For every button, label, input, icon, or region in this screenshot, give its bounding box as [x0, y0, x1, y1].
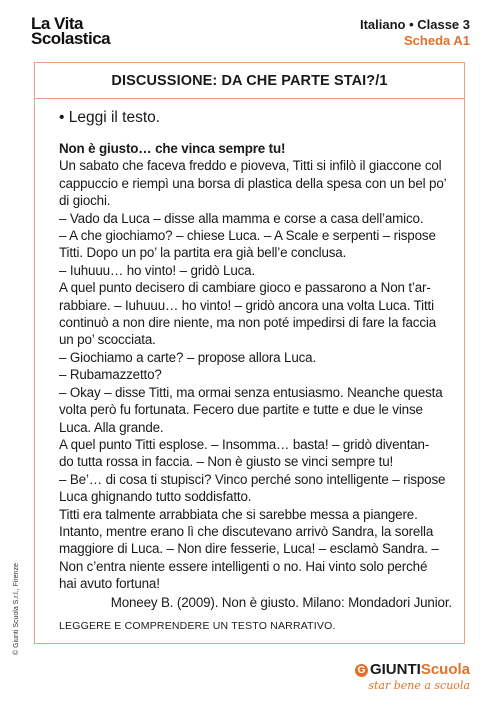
- title-divider: [35, 98, 464, 99]
- story-title: Non è giusto… che vinca sempre tu!: [59, 141, 286, 156]
- story-line: Luca. Alla grande.: [59, 419, 164, 435]
- publisher-brand: [355, 662, 470, 692]
- story-line: Intanto, mentre erano lì che discutevano arrivò Sandra, la sorella: [59, 523, 434, 539]
- logo-line1: La Vita: [31, 14, 83, 33]
- story-body: [59, 157, 454, 592]
- story-line: continuò a non dire niente, ma non poté impedirsi di fare la faccia: [59, 315, 437, 331]
- story-line: – Rubamazzetto?: [59, 367, 162, 383]
- story-line: Un sabato che faceva freddo e pioveva, Titti si infilò il giaccone col: [59, 158, 442, 174]
- g-logo-icon: G: [355, 664, 368, 677]
- story-line: Non c’entra niente essere intelligenti o no. Hai vinto solo perché: [59, 558, 428, 574]
- story-line: volta però fu fortunata. Fecero due partite e tutte e due le vinse: [59, 402, 423, 418]
- subject-label: Italiano • Classe 3: [359, 17, 470, 32]
- story-line: A quel punto Titti esplose. – Insomma… basta! – gridò diventan-: [59, 436, 430, 452]
- story-line: Luca ghignando tutto soddisfatto.: [59, 489, 252, 505]
- story-line: do tutta rossa in faccia. – Non è giusto se vinci sempre tu!: [59, 454, 394, 470]
- story-text: [59, 140, 454, 611]
- logo: [31, 16, 110, 46]
- story-line: – Vado da Luca – disse alla mamma e corse a casa dell’amico.: [59, 210, 424, 226]
- story-line: hai avuto fortuna!: [59, 576, 160, 592]
- worksheet-frame: [34, 62, 465, 644]
- brand-name: [355, 662, 470, 678]
- header-info: [360, 17, 470, 49]
- worksheet-title: DISCUSSIONE: DA CHE PARTE STAI?/1: [111, 73, 388, 89]
- logo-line2: Scolastica: [31, 29, 111, 48]
- story-line: – Okay – disse Titti, ma ormai senza entusiasmo. Neanche questa: [59, 384, 443, 400]
- story-line: – Giochiamo a carte? – propose allora Luca.: [59, 349, 317, 365]
- story-line: rabbiare. – Iuhuuu… ho vinto! – gridò ancora una volta Luca. Titti: [59, 297, 434, 313]
- brand-tagline: star bene a scuola: [368, 679, 470, 692]
- learning-objective: LEGGERE E COMPRENDERE UN TESTO NARRATIVO.: [59, 620, 336, 632]
- story-line: Titti. Dopo un po’ la partita era già bell’e conclusa.: [59, 245, 347, 261]
- story-reference: Moneey B. (2009). Non è giusto. Milano: Mondadori Junior.: [110, 594, 452, 610]
- story-line: – A che giochiamo? – chiese Luca. – A Scale e serpenti – rispose: [59, 228, 436, 244]
- sheet-label: Scheda A1: [404, 33, 470, 48]
- brand-name-part1: GIUNTI: [369, 661, 421, 678]
- story-line: un po’ scocciata.: [59, 332, 156, 348]
- story-line: – Iuhuuu… ho vinto! – gridò Luca.: [59, 262, 256, 278]
- story-line: Titti era talmente arrabbiata che si sarebbe messa a piangere.: [59, 506, 418, 522]
- instruction: • Leggi il testo.: [59, 109, 161, 126]
- story-line: maggiore di Luca. – Non dire fesserie, Luca! – esclamò Sandra. –: [59, 541, 439, 557]
- story-line: – Be’… di cosa ti stupisci? Vinco perché sono intelligente – rispose: [59, 471, 446, 487]
- story-line: A quel punto decisero di cambiare gioco e passarono a Non t’ar-: [59, 280, 431, 296]
- brand-name-part2: Scuola: [420, 661, 470, 678]
- story-line: di giochi.: [59, 193, 111, 209]
- story-line: cappuccio e riempì una borsa di plastica della spesa con un bel po’: [59, 175, 447, 191]
- copyright-notice: © Giunti Scuola S.r.l., Firenze: [13, 563, 20, 655]
